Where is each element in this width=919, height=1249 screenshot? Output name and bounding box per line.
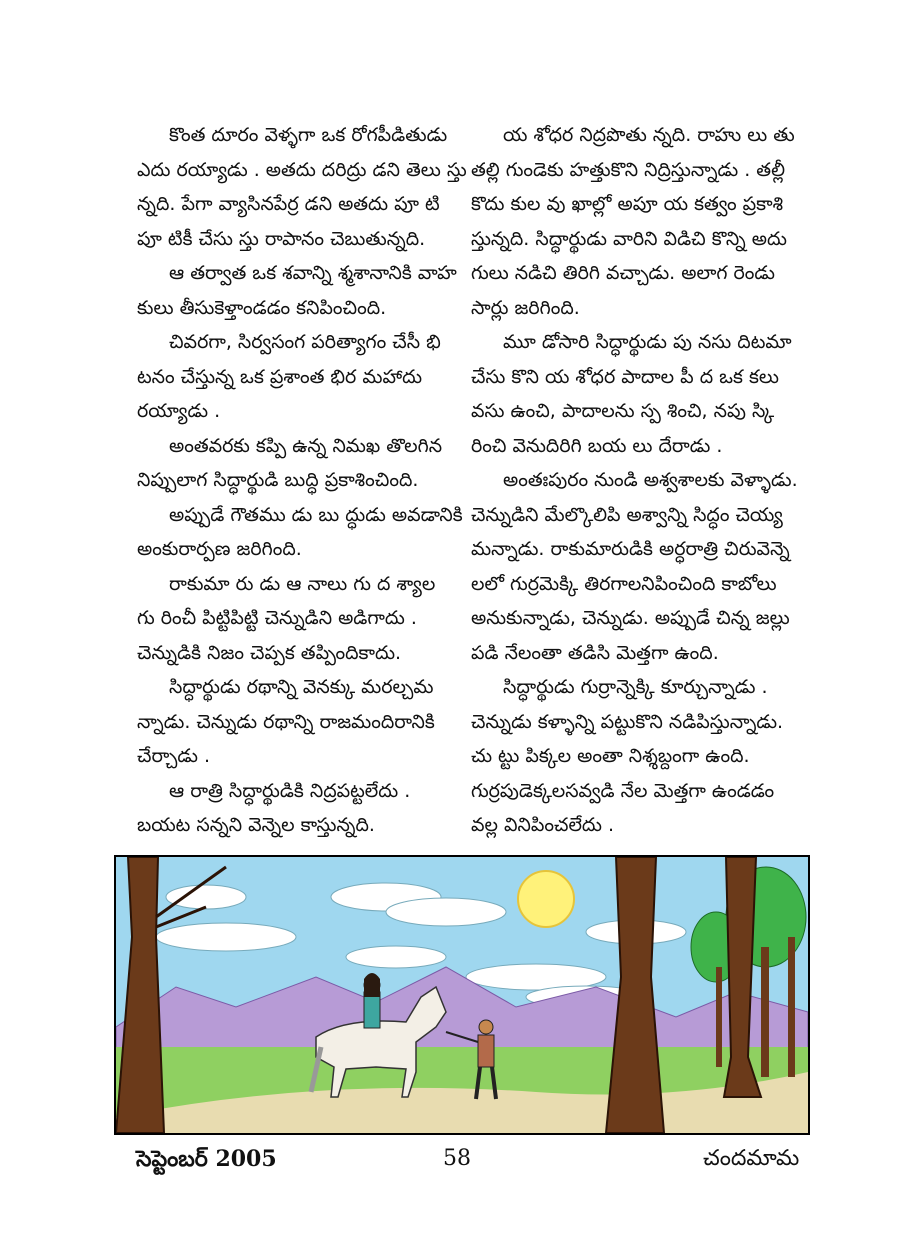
- paragraph: [471, 118, 811, 325]
- text-line: చేర్చాడు .: [137, 745, 211, 767]
- paragraph: [137, 498, 477, 567]
- text-line: కులు తీసుకెళ్తాండడం కనిపించింది.: [137, 296, 387, 319]
- page-number: 58: [443, 1146, 471, 1171]
- text-line: య శోధర నిద్రపొతు న్నది. రాహు లు తు: [503, 124, 795, 146]
- text-line: మన్నాడు. రాకుమారుడికి అర్ధరాత్రి చిరువెన్నె: [471, 538, 790, 560]
- text-line: వల్ల వినిపించలేదు .: [471, 814, 614, 836]
- text-line: ఆ తర్వాత ఒక శవాన్ని శ్మశానానికి వాహ: [169, 262, 457, 284]
- text-line: కొదు కుల వు ఖాల్లో అపూ య కత్వం ప్రకాశి: [471, 193, 784, 215]
- page-footer: [0, 1140, 919, 1180]
- issue-date: సెప్టెంబర్ 2005: [136, 1146, 277, 1172]
- text-line: గులు నడిచి తిరిగి వచ్చాడు. అలాగ రెండు: [471, 262, 775, 284]
- text-line: ఎదు రయ్యాడు . అతదు దరిద్రు డని తెలు స్తు: [137, 158, 467, 181]
- paragraph: [471, 325, 811, 463]
- text-line: చెన్నుడు కళ్ళాన్ని పట్టుకొని నడిపిస్తున్నాడు.: [471, 710, 784, 733]
- story-illustration: [114, 855, 810, 1135]
- text-line: న్నాడు. చెన్నుడు రథాన్ని రాజమందిరానికి: [137, 710, 435, 733]
- paragraph: [137, 256, 477, 325]
- text-line: గుర్రపుడెక్కలసవ్వడి నేల మెత్తగా ఉండడం: [471, 779, 775, 802]
- text-line: చు ట్టు పిక్కల అంతా నిశ్శబ్దంగా ఉంది.: [471, 745, 750, 767]
- magazine-name: చందమామ: [703, 1146, 800, 1171]
- text-line: అంతఃపురం నుండి అశ్వశాలకు వెళ్ళాడు.: [503, 469, 798, 491]
- text-line: తల్లి గుండెకు హత్తుకొని నిద్రిస్తున్నాడు . తల్లీ: [471, 158, 785, 181]
- text-line: అంతవరకు కప్పి ఉన్న నిమఖ తొలగిన: [169, 434, 443, 457]
- text-line: ఆ రాత్రి సిద్ధార్థుడికి నిద్రపట్టలేదు .: [169, 779, 411, 802]
- text-line: చేసు కొని య శోధర పాదాల పీ ద ఒక కలు: [471, 365, 779, 388]
- right-text-column: [471, 118, 811, 843]
- text-line: సిద్ధార్థుడు రథాన్ని వెనక్కు మరల్చమ: [169, 676, 434, 698]
- text-line: లలో గుర్రమెక్కి తిరగాలనిపించింది కాబోలు: [471, 572, 777, 595]
- sun-icon: [518, 871, 574, 927]
- text-line: రాకుమా రు డు ఆ నాలు గు ద శ్యాల: [169, 572, 436, 595]
- text-line: స్తున్నది. సిద్ధార్థుడు వారిని విడిచి కొన్ని అదు: [471, 227, 787, 250]
- paragraph: [137, 567, 477, 671]
- text-line: సిద్ధార్థుడు గుర్రాన్నెక్కి కూర్చున్నాడు .: [503, 676, 768, 698]
- text-line: వసు ఉంచి, పాదాలను స్ప శించి, నపు స్కి: [471, 400, 775, 422]
- paragraph: [137, 118, 477, 256]
- text-line: బయట సన్నని వెన్నెల కాస్తున్నది.: [137, 814, 375, 836]
- rider-icon: [364, 973, 380, 1028]
- text-line: పడి నేలంతా తడిసి మెత్తగా ఉంది.: [471, 641, 719, 664]
- text-line: నిప్పులాగ సిద్ధార్థుడి బుద్ధి ప్రకాశించింది.: [137, 469, 419, 491]
- paragraph: [137, 670, 477, 774]
- text-line: రించి వెనుదిరిగి బయ లు దేరాడు .: [471, 434, 723, 457]
- left-text-column: [137, 118, 477, 843]
- text-line: అప్పుడే గౌతము డు బు ద్ధుడు అవడానికి: [169, 503, 463, 526]
- text-line: అనుకున్నాడు, చెన్నుడు. అప్పుడే చిన్న జల్లు: [471, 607, 790, 629]
- text-line: అంకురార్పణ జరిగింది.: [137, 538, 302, 560]
- text-line: చెన్నుడిని మేల్కొలిపి అశ్వాన్ని సిద్ధం చెయ్య: [471, 503, 783, 526]
- text-line: గు రించీ పిట్టిపిట్టి చెన్నుడిని అడిగాదు .: [137, 607, 417, 629]
- text-line: టనం చేస్తున్న ఒక ప్రశాంత భిర మహాదు: [137, 365, 423, 388]
- text-line: మూ డోసారి సిద్ధార్థుడు పు నసు దిటమా: [503, 331, 792, 353]
- paragraph: [471, 670, 811, 843]
- text-line: న్నది. పేగా వ్యాసినపేర్ర డని అతదు పూ టి: [137, 193, 440, 215]
- paragraph: [137, 429, 477, 498]
- text-line: సార్లు జరిగింది.: [471, 296, 580, 319]
- paragraph: [137, 325, 477, 429]
- text-line: చివరగా, సిర్వసంగ పరిత్యాగం చేసీ భి: [169, 331, 441, 353]
- paragraph: [137, 774, 477, 843]
- paragraph: [471, 463, 811, 670]
- horse-rider-illustration-icon: [116, 857, 808, 1133]
- text-line: చెన్నుడికి నిజం చెప్పక తప్పిందికాదు.: [137, 641, 402, 664]
- text-line: పూ టికీ చేసు స్తు రాపానం చెబుతున్నది.: [137, 227, 426, 250]
- text-line: రయ్యాడు .: [137, 400, 221, 422]
- text-line: కొంత దూరం వెళ్ళగా ఒక రోగపీడితుడు: [169, 124, 448, 146]
